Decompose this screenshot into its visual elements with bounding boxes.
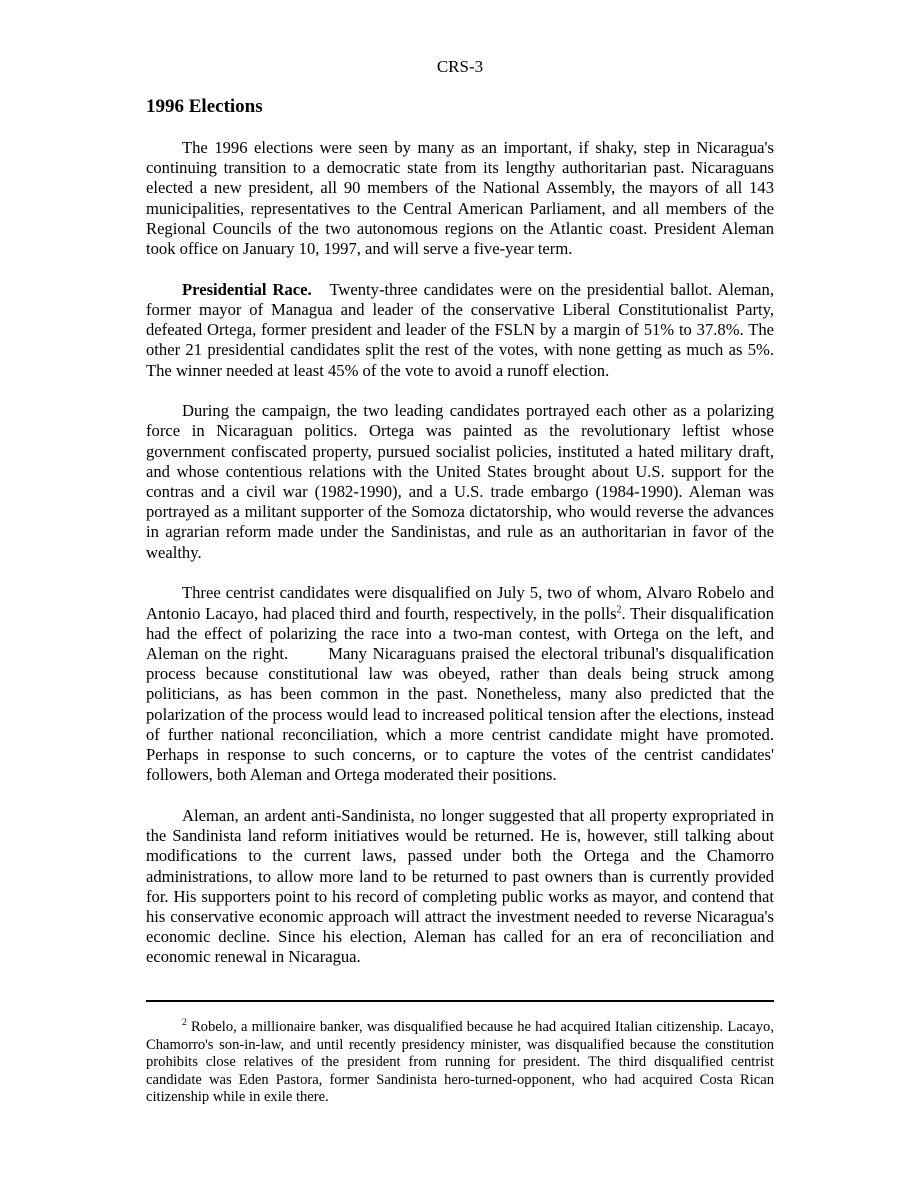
footnote-mark: 2 <box>182 1018 187 1029</box>
paragraph-presidential-race <box>146 280 774 381</box>
paragraph-disqualification <box>146 583 774 785</box>
paragraph-aleman-positions-text: Aleman, an ardent anti-Sandinista, no longer suggested that all property expropriated in the Sandinista land reform initiatives would be returned. He is, however, still talking about modifications to the current laws, passed under both the Ortega and the Chamorro administrations, to allow more land to be returned to past owners than is currently provided for. His supporters point to his record of completing public works as mayor, and contend that his conservative economic approach will attract the investment needed to reverse Nicaragua's economic decline. Since his election, Aleman has called for an era of reconciliation and economic renewal in Nicaragua. <box>146 805 774 967</box>
body-text <box>146 138 774 988</box>
footnote <box>146 1019 774 1107</box>
section-heading: 1996 Elections <box>146 96 263 117</box>
paragraph-campaign-text: During the campaign, the two leading candidates portrayed each other as a polarizing force in Nicaraguan politics. Ortega was painted as the revolutionary leftist whose government confiscated property, pursued socialist policies, instituted a hated military draft, and whose contentious relations with the United States brought about U.S. support for the contras and a civil war (1982-1990), and a U.S. trade embargo (1984-1990). Aleman was portrayed as a militant supporter of the Somoza dictatorship, who would reverse the advances in agrarian reform made under the Sandinistas, and rule as an authoritarian in favor of the wealthy. <box>146 401 774 562</box>
paragraph-disqualification-text-3: Many Nicaraguans praised the electoral tribunal's disqualification process because constitutional law was obeyed, rather than deals being struck among politicians, as has been common in the past. Nonetheless, many also predicted that the polarization of the process would lead to increased political tension after the elections, instead of further national reconciliation, which a more centrist candidate might have promoted. Perhaps in response to such concerns, or to capture the votes of the centrist candidates' followers, both Aleman and Ortega moderated their positions. <box>146 643 775 785</box>
footnote-text: Robelo, a millionaire banker, was disqualified because he had acquired Italian citizenship. Lacayo, Chamorro's son-in-law, and until recently presidency minister, was disqualified because the constitution prohibits close relatives of the president from running for president. The third disqualified centrist candidate was Eden Pastora, former Sandinista hero-turned-opponent, who had acquired Costa Rican citizenship while in exile there. <box>146 1019 774 1106</box>
page-number: CRS-3 <box>436 57 484 76</box>
run-in-heading-presidential-race: Presidential Race. <box>182 279 312 299</box>
paragraph-overview-text: The 1996 elections were seen by many as an important, if shaky, step in Nicaragua's continuing transition to a democratic state from its lengthy authoritarian past. Nicaraguans elected a new president, all 90 members of the National Assembly, the mayors of all 143 municipalities, representatives to the Central American Parliament, and all members of the Regional Councils of the two autonomous regions on the Atlantic coast. President Aleman took office on January 10, 1997, and will serve a five-year term. <box>146 138 774 259</box>
paragraph-aleman-positions <box>146 806 774 968</box>
paragraph-presidential-race-text: Twenty-three candidates were on the presidential ballot. Aleman, former mayor of Managua and leader of the conservative Liberal Constitutionalist Party, defeated Ortega, former president and leader of the FSLN by a margin of 51% to 37.8%. The other 21 presidential candidates split the rest of the votes, with none getting as much as 5%. The winner needed at least 45% of the vote to avoid a runoff election. <box>146 279 774 380</box>
footnote-divider <box>146 1000 774 1002</box>
paragraph-overview <box>146 138 774 259</box>
paragraph-campaign <box>146 401 774 563</box>
paragraph-disqualification-text-1: Three centrist candidates were disqualified on July 5, two of whom, Alvaro Robelo and Antonio Lacayo, had placed third and fourth, respectively, in the polls <box>146 583 774 623</box>
footnote-reference[interactable]: 2 <box>616 604 622 616</box>
paragraph-disqualification-text-2: . Their disqualification had the effect of polarizing the race into a two-man contest, with Ortega on the left, and Aleman on the right. <box>146 603 774 663</box>
